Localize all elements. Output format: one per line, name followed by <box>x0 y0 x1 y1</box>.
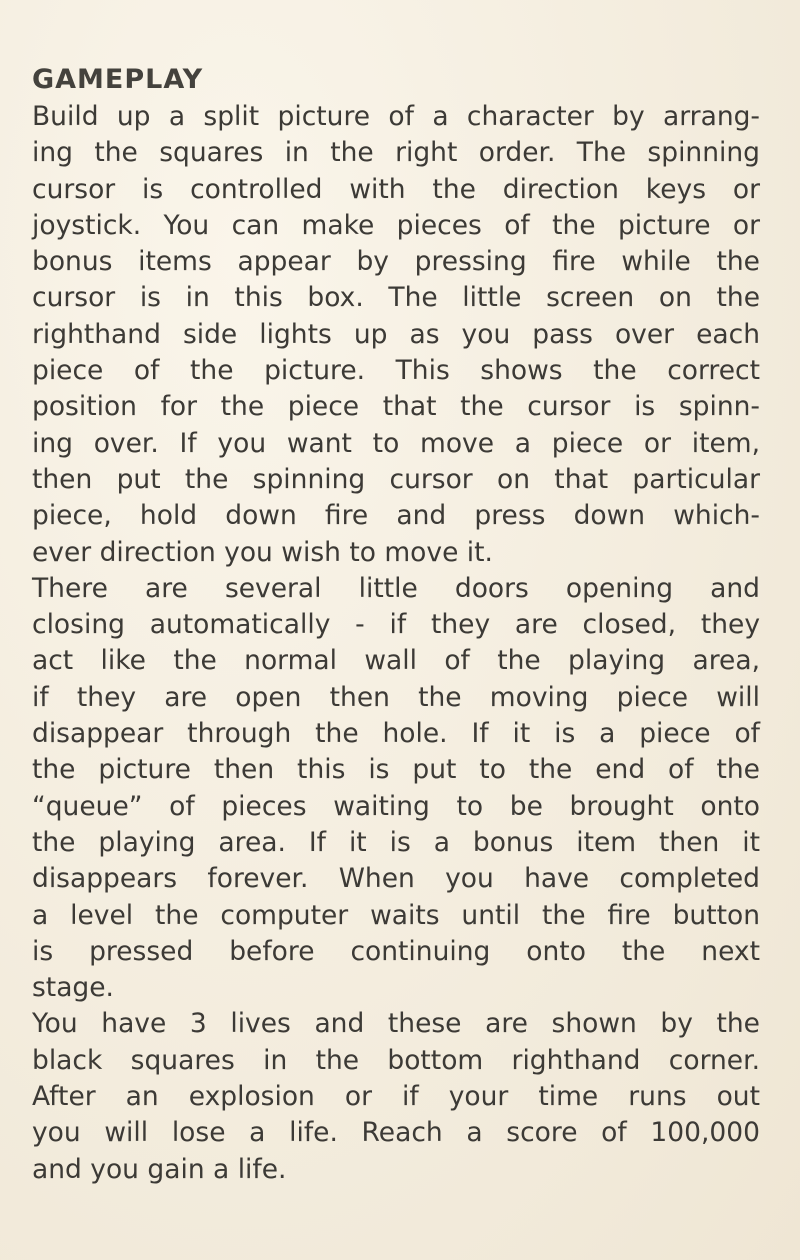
text-line: After an explosion or if your time runs out <box>32 1081 760 1113</box>
paragraph-controls <box>32 99 760 571</box>
text-line: the playing area. If it is a bonus item then it <box>32 826 760 858</box>
text-line: you will lose a life. Reach a score of 100,000 <box>32 1117 760 1149</box>
text-line: stage. <box>32 972 114 1004</box>
text-line: act like the normal wall of the playing area, <box>32 645 760 677</box>
text-line: and you gain a life. <box>32 1153 287 1185</box>
text-line: position for the piece that the cursor is spinn- <box>32 391 760 423</box>
section-heading: GAMEPLAY <box>32 64 204 95</box>
text-line: ever direction you wish to move it. <box>32 536 493 568</box>
text-line: piece, hold down fire and press down which- <box>32 500 760 532</box>
text-line: then put the spinning cursor on that particular <box>32 463 760 495</box>
text-line: disappears forever. When you have completed <box>32 863 760 895</box>
text-line: if they are open then the moving piece will <box>32 681 760 713</box>
text-line: There are several little doors opening and <box>32 572 760 604</box>
text-line: the picture then this is put to the end of the <box>32 754 760 786</box>
paragraph-doors <box>32 571 760 1007</box>
text-line: ing over. If you want to move a piece or item, <box>32 427 760 459</box>
text-line: is pressed before continuing onto the next <box>32 935 760 967</box>
text-line: cursor is controlled with the direction keys or <box>32 173 760 205</box>
text-line: joystick. You can make pieces of the picture or <box>32 209 760 241</box>
text-line: righthand side lights up as you pass over each <box>32 318 760 350</box>
text-line: ing the squares in the right order. The spinning <box>32 137 760 169</box>
text-line: disappear through the hole. If it is a piece of <box>32 718 760 750</box>
text-line: piece of the picture. This shows the correct <box>32 355 760 387</box>
text-line: a level the computer waits until the fire button <box>32 899 760 931</box>
paragraph-lives <box>32 1006 760 1187</box>
text-line: You have 3 lives and these are shown by the <box>32 1008 760 1040</box>
text-line: “queue” of pieces waiting to be brought onto <box>32 790 760 822</box>
text-line: Build up a split picture of a character by arrang- <box>32 101 760 132</box>
text-line: closing automatically - if they are closed, they <box>32 609 760 641</box>
text-line: bonus items appear by pressing fire while the <box>32 246 760 278</box>
text-line: black squares in the bottom righthand corner. <box>32 1044 760 1076</box>
text-line: cursor is in this box. The little screen on the <box>32 282 760 314</box>
